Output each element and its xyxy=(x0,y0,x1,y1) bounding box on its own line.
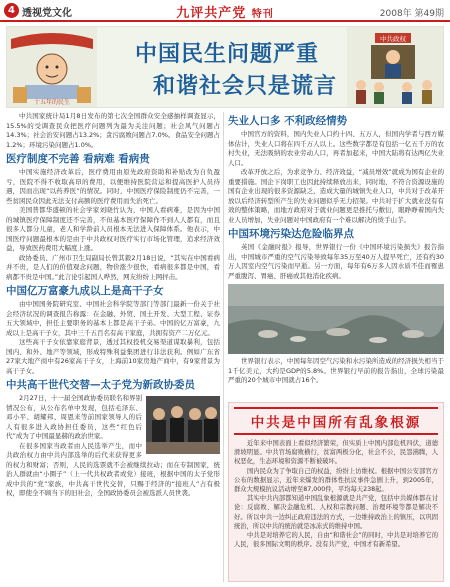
subheading-unemployment: 失业人口多 不利政经情势 xyxy=(228,115,348,127)
subheading-pollution: 中国环境污染达危险临界点 xyxy=(228,228,354,240)
paragraph: 中国官方的资料，国内失业人口约十四、五万人，但国内学者与西方媒体估计，失业人口将在四千万人以上。这些数字都是有包括一亿五千万的农村失业，无法吸纳的农业劳动人口，再者加起来，中国大陆将有达两亿失业人口。 xyxy=(228,130,444,167)
paragraph: 中国实施经济改革后，医疗费用由原先政府资助和补贴改为自负盈亏，医院不得不收取高昂的费用，以便维持医院营运和提高医护人员待遇，因而出现“以药养医”的情况。同时，中国医疗保险制度仍不完善，一些贫困民众因此无法支付高额的医疗费用而失治死亡。 xyxy=(6,168,220,205)
paragraph: 这些高干子女依靠家庭背景，透过其权投机交易渠道谋取暴利，包括国内、和外、地产等领域，形成特殊利益集团进行非法获利。例如广东省27家大地产商中有26家高干子女，上海前10家房地产商中，有9家背景为高干子女。 xyxy=(6,338,220,375)
pollution-photo xyxy=(228,284,444,354)
page-header xyxy=(0,0,450,22)
publication-suffix: 特刊 xyxy=(251,9,274,20)
paragraph: 美国普都华盛顿的社会学家刘晓竹认为，中国人看病难，是因为中国的城镇医疗保障制度还不完善，不但基本医疗保障作不到人人都有，而且很多人都分儿童，老人和学龄前人员根本无法进入保障体系。他表示，中国医疗问题最根本的是由于中共政权对医疗实行市场化管理，追求经济效益，导致医药费用大幅度上涨。 xyxy=(6,206,220,252)
paragraph: 改革开放之后，为求竞争力、经济效益，“减员增效”就成为国有企业的重要措施。国企下岗职工也因此持续释放出来，同时地、不符合资源设施的国有企业出现的很多资源缺乏，造成大量的城镇失业人口，中共对于改革开放以后经济转型所产生的失业问题似乎无力招架。中共对于扩大就业没有有效的整体策略，而地方政府对于就业问题更是推托与敷衍，眼睁睁着国内失业人员增加，失业问题对中国政府有一个难以解决的烫手山芋。 xyxy=(228,168,444,224)
section-number-badge: 4 xyxy=(4,3,19,18)
column-divider xyxy=(223,112,224,582)
headline-banner xyxy=(6,26,444,108)
paragraph: 由中国国务院研究室、中国社会科学院等部门等部门最新一份关于社会经济状况的调查报告称露：在金融、外贸、国土开发、大型工程、证券五大领域中，担任主要职务的基本上都是高干子弟。中国的亿万富豪，九成以上是高干子女，其中三千五百名有高干家庭，共拥有资产二万亿元。 xyxy=(6,300,220,337)
highlight-box xyxy=(228,402,444,582)
subheading-princelings: 中共高干世代交替—太子党为新政协委员 xyxy=(6,379,195,391)
right-cartoon-image xyxy=(347,27,443,107)
left-cartoon-caption: 十五年的民生 xyxy=(33,99,71,106)
right-column xyxy=(228,112,444,386)
right-cartoon-caption: 中共政权 xyxy=(380,35,406,43)
paragraph: 政协委员、广州市卫生局副局长曾其毅2月18日说，“其实在中国看病并不贵，是人们的价值观念问题，物价涨少很快，看病很多都是中国，看病都不贵是中国。”此言论引起国人哗然，网友纷纷上网抨击。 xyxy=(6,253,220,281)
headline-line-1: 中国民生问题严重 xyxy=(135,42,320,67)
politicians-photo xyxy=(146,396,220,454)
paragraph: 世界银行表示，中国每年因空气污染和水污染所造成的经济损失相当于1千亿美元，大约是GDP的5.8%。世界银行早前的报告指出，全球污染最严重的20个城市中国就占16个。 xyxy=(228,357,444,384)
paragraph: 在很多国家当政者由人民选举产生，而中共政治权力由中共内部选举的后代来获得更多的权力和财富；否则，人民的选票就不会被继续拉动；而在专制国家，统治人群就由“小圈子”（上一代共权政者或党）接班，根据中国的太子党形成中共的“党”家族，中共高干世代交替，只赐于经济的“接班人”占有极权，即使全不顾当下的旧社会，全国政协委员会被选派人员世袭。 xyxy=(6,441,220,497)
left-column xyxy=(6,112,220,499)
left-cartoon-image xyxy=(7,27,97,107)
paragraph: 国内民众为了争取自己的权益，纷纷上访维权。根据中国公安部官方公布的数据显示，近年来爆发的群体性抗议事件急剧上升，到2005年，群众大规模抗议活动增至87,000件，平均每天238起。 xyxy=(234,467,438,494)
paragraph: 近年来中国表面上看似经济繁荣，但实质上中国内部危机四伏，道德滑坡明显。中共官场腐败横行，贫富两极分化，社会不公，民怨沸腾，人权恶化，生态环境和资源不断被破坏。 xyxy=(234,440,438,466)
paragraph: 中共是对培养它的人民，自由“和谐社会”的同时，中共是对培养它的人民，很多国际文明的秩序。没有共产党，中国才有新希望。 xyxy=(234,532,438,549)
subheading-rich-officials: 中国亿万富豪九成以上是高干子女 xyxy=(6,285,164,297)
publication-name: 九评共产党 xyxy=(176,6,247,21)
box-title: 中共是中国所有乱象根源 xyxy=(234,407,438,435)
paragraph: 2月27日，十一届全国政协委员联名和界别情况公布，从公布名单中发现，包括毛泽东、邓小平、胡耀邦、周恩来等前国家领导人的后人有很多进入政协担任委员，这些“红色后代”成为了中国最显赫的政治世家。 xyxy=(6,394,142,440)
paragraph: 其实中共内部都知道中国乱象根源就是共产党，包括中共媒体都在讨论：反腐败、解决金融危机、人权和宗教问题、治理环境等都是解决不好。所以中共一边纠正政府违法的方式，一边维持政治上的镇压，以巩固统治，所以中共的统治就是冰冻式的维持中国。 xyxy=(234,495,438,530)
headline-line-2: 和谐社会只是谎言 xyxy=(153,74,338,99)
subheading-healthcare: 医疗制度不完善 看病难 看病贵 xyxy=(6,153,150,165)
intro-paragraph: 中共国家统计局1月8日发布的第七次全国群众安全感抽样调查显示，15.5%的受调查民众把医疗问题列为最为关注问题；社会风气问题占14.3%；社会治安问题占13.2%；贪污腐败问题占7.0%。食品安全问题占1.2%；环境污染问题占1.0%。 xyxy=(6,112,220,149)
section-name: 透视党文化 xyxy=(22,8,72,19)
paragraph: 英国《金融时报》报导，世界银行一份《中国环境污染损失》报告指出，中国城市严重的空气污染导致每年35万至40万人提早死亡，还有约30万人因室内空气污染而早逝。另一方面，每年有6万多人因水质不佳而罹患严重腹泻、胃癌、肝癌或其他消化疾病。 xyxy=(228,243,444,280)
issue-label: 2008年 第49期 xyxy=(379,9,444,19)
